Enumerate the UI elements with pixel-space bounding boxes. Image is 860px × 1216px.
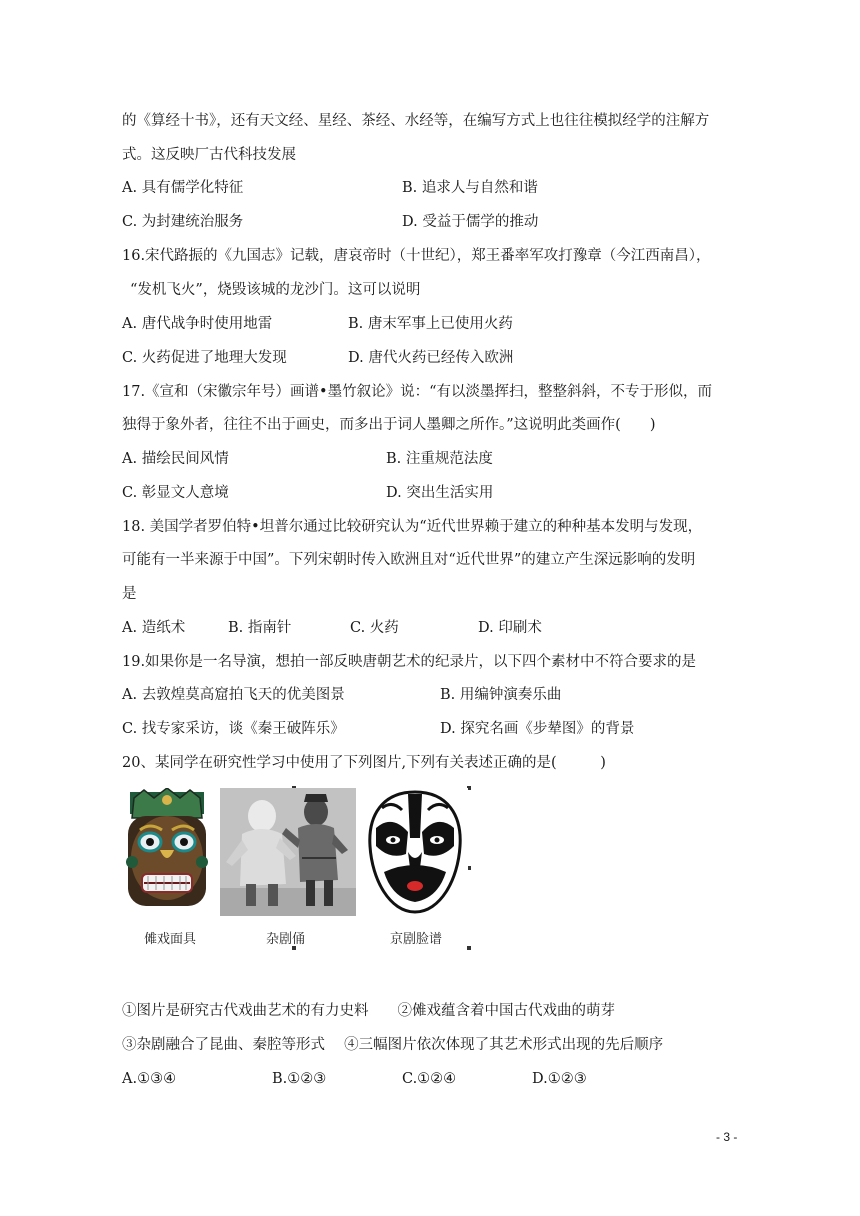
q18-text-line2: 可能有一半来源于中国”。下列宋朝时传入欧洲且对“近代世界”的建立产生深远影响的发明: [122, 552, 696, 568]
q15-text-line1: 的《算经十书》，还有天文经、星经、茶经、水经等，在编写方式上也往往模拟经学的注解方: [122, 113, 710, 129]
q16-option-c: C. 火药促进了地理大发现: [122, 350, 287, 366]
q17-option-c: C. 彰显文人意境: [122, 485, 229, 501]
zaju-figurines-image: [220, 788, 356, 916]
q20-statement-line2: ③杂剧融合了昆曲、秦腔等形式 ④三幅图片依次体现了其艺术形式出现的先后顺序: [122, 1037, 664, 1053]
q17-text-line1: 17.《宣和（宋徽宗年号）画谱•墨竹叙论》说：“有以淡墨挥扫，整整斜斜，不专于形似，而: [122, 384, 713, 400]
selection-handle: [467, 946, 471, 950]
q15-text-line2: 式。这反映厂古代科技发展: [122, 147, 296, 163]
q18-option-b: B. 指南针: [228, 620, 292, 636]
q20-statement-line1: ①图片是研究古代戏曲艺术的有力史料 ②傩戏蕴含着中国古代戏曲的萌芽: [122, 1003, 615, 1019]
q15-option-b: B. 追求人与自然和谐: [402, 180, 538, 196]
q16-option-a: A. 唐代战争时使用地雷: [122, 316, 273, 332]
q20-option-b: B.①②③: [272, 1071, 327, 1087]
caption-nuo-mask: 傩戏面具: [144, 932, 197, 947]
q18-text-line1: 18. 美国学者罗伯特•坦普尔通过比较研究认为“近代世界赖于建立的种种基本发明与发现，: [122, 519, 703, 535]
q20-option-a: A.①③④: [122, 1071, 177, 1087]
q17-option-d: D. 突出生活实用: [386, 485, 494, 501]
q17-text-line2: 独得于象外者，往往不出于画史，而多出于词人墨卿之所作。”这说明此类画作( ): [122, 417, 656, 433]
q15-option-a: A. 具有儒学化特征: [122, 180, 244, 196]
q19-option-a: A. 去敦煌莫高窟拍飞天的优美图景: [122, 687, 345, 703]
q17-option-b: B. 注重规范法度: [386, 451, 493, 467]
q19-option-b: B. 用编钟演奏乐曲: [440, 687, 562, 703]
q19-text-line1: 19.如果你是一名导演，想拍一部反映唐朝艺术的纪录片，以下四个素材中不符合要求的是: [122, 654, 697, 670]
q17-option-a: A. 描绘民间风情: [122, 451, 229, 467]
q20-option-c: C.①②④: [402, 1071, 457, 1087]
q18-text-line3: 是: [122, 586, 137, 602]
opera-images-figure: [122, 788, 470, 950]
q18-option-a: A. 造纸术: [122, 620, 186, 636]
nuo-mask-image: [122, 788, 212, 916]
q15-option-d: D. 受益于儒学的推动: [402, 214, 539, 230]
q18-option-d: D. 印刷术: [478, 620, 542, 636]
q16-text-line1: 16.宋代路振的《九国志》记载，唐哀帝时（十世纪），郑王番率军攻打豫章（今江西南昌），: [122, 248, 711, 264]
q20-option-d: D.①②③: [532, 1071, 587, 1087]
q15-option-c: C. 为封建统治服务: [122, 214, 244, 230]
q16-option-b: B. 唐末军事上已使用火药: [348, 316, 513, 332]
peking-opera-mask-image: [362, 788, 468, 916]
page-number: - 3 -: [716, 1130, 738, 1144]
q20-text-line1: 20、某同学在研究性学习中使用了下列图片,下列有关表述正确的是( ): [122, 755, 606, 771]
caption-zaju-figurines: 杂剧俑: [266, 932, 306, 947]
q16-text-line2: “发机飞火”，烧毁该城的龙沙门。这可以说明: [130, 282, 421, 298]
q18-option-c: C. 火药: [350, 620, 399, 636]
caption-peking-opera-mask: 京剧脸谱: [390, 932, 443, 947]
q16-option-d: D. 唐代火药已经传入欧洲: [348, 350, 514, 366]
q19-option-d: D. 探究名画《步辇图》的背景: [440, 721, 635, 737]
q19-option-c: C. 找专家采访，谈《秦王破阵乐》: [122, 721, 345, 737]
